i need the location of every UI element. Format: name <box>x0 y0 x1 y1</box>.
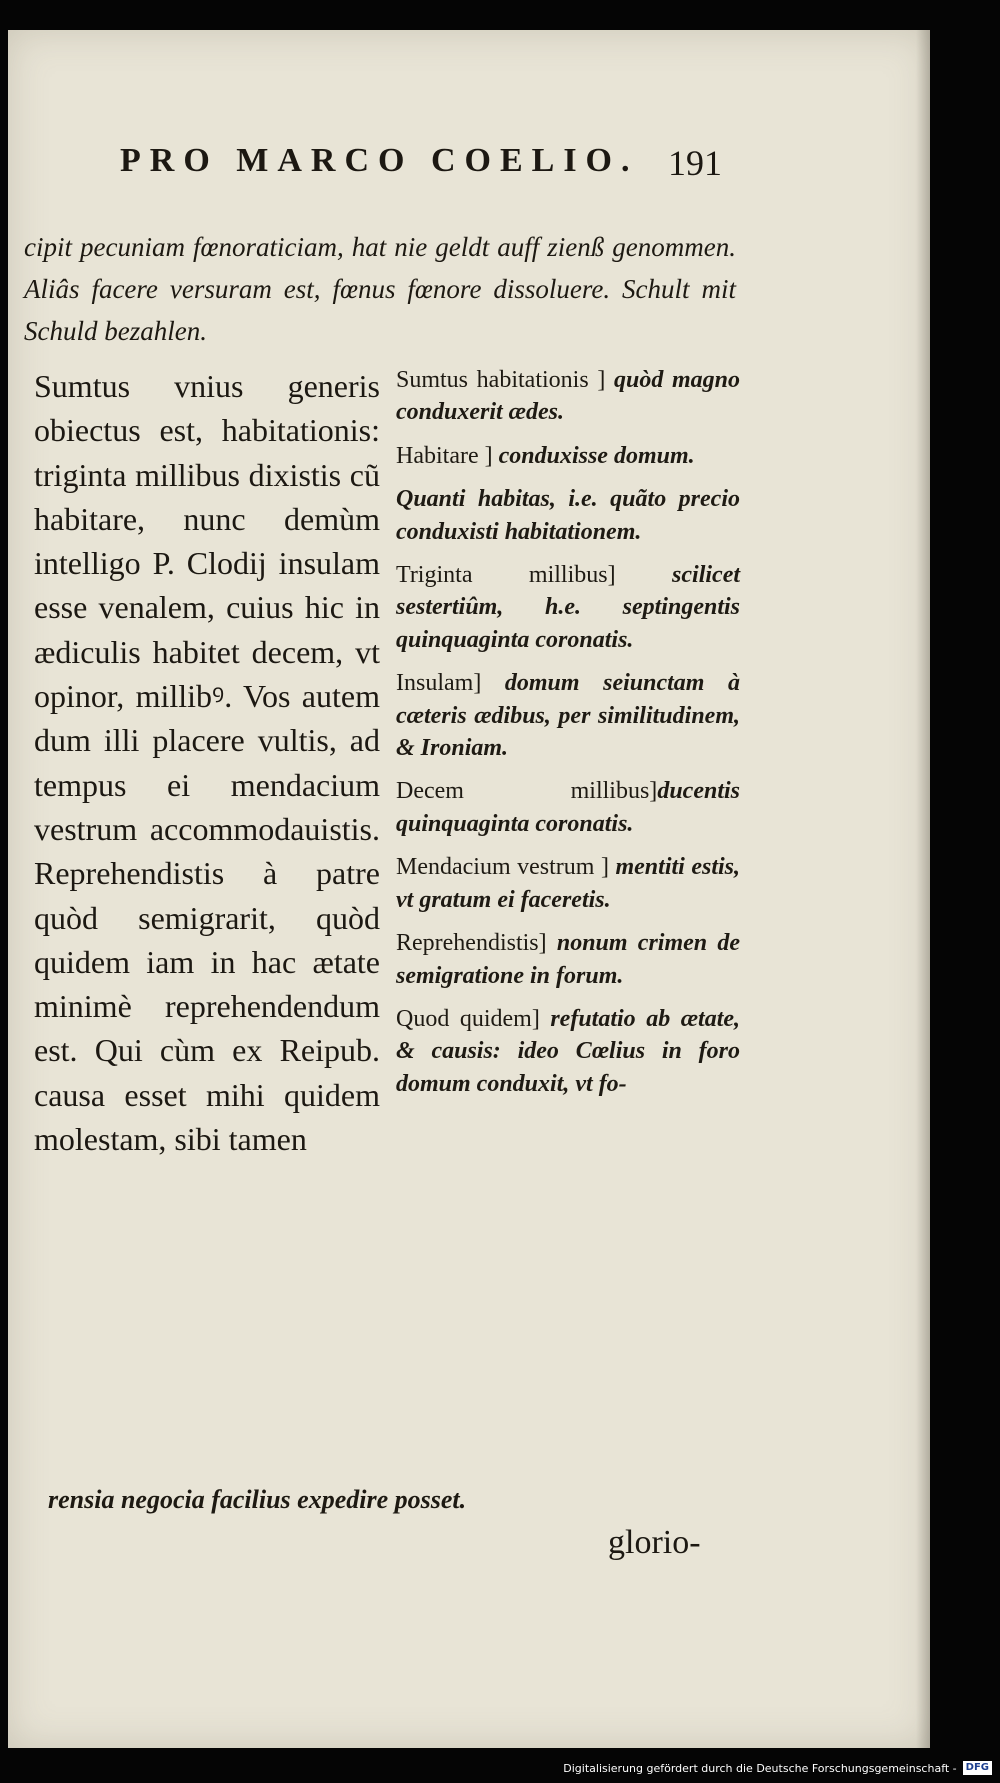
catchword: glorio- <box>608 1524 701 1561</box>
note-lemma: Habitare ] <box>396 442 493 469</box>
note-lemma: Insulam] <box>396 670 482 697</box>
note-lemma: Decem millibus] <box>396 778 658 805</box>
note-gloss: quòd magno conduxerit ædes. <box>396 367 740 426</box>
note-lemma: Sumtus habitationis ] <box>396 367 606 393</box>
note-gloss: refutatio ab ætate, & causis: ideo Cœlius in foro domum conduxit, vt fo- <box>396 1005 741 1097</box>
marginal-note <box>396 364 740 429</box>
marginal-note <box>396 1003 740 1100</box>
note-gloss: domum seiunctam à cæteris ædibus, per similitudinem, & Ironiam. <box>396 670 741 762</box>
running-title: PRO MARCO COELIO. <box>120 142 639 179</box>
note-gloss: scilicet sestertiûm, h.e. septingentis quinquaginta coronatis. <box>396 562 741 653</box>
note-gloss: ducentis quinquaginta coronatis. <box>396 778 740 837</box>
marginal-note <box>396 440 740 472</box>
marginal-note <box>396 667 740 764</box>
marginal-note <box>396 775 740 840</box>
book-page <box>8 30 930 1748</box>
note-lemma: Mendacium vestrum ] <box>396 854 609 881</box>
credit-text: Digitalisierung gefördert durch die Deutsche Forschungsgemeinschaft - <box>563 1761 957 1775</box>
note-gloss: conduxisse domum. <box>498 442 695 469</box>
marginal-note <box>396 483 740 548</box>
note-lemma: Reprehendistis] <box>396 930 547 957</box>
marginal-note <box>396 851 740 916</box>
main-text-column: Sumtus vnius generis obiectus est, habitationis: triginta millibus dixistis cũ habitare, nunc demùm intelligo P. Clodij insulam esse venalem, cuius hic in ædiculis habitet decem, vt opinor, millibꝰ. Vos autem dum illi placere vultis, ad tempus ei mendacium vestrum accommodauistis. Reprehendistis à patre quòd semigrarit, quòd quidem iam in hac ætate minimè reprehendendum est. Qui cùm ex Reipub. causa esset mihi quidem molestam, sibi tamen <box>34 368 380 1158</box>
note-lemma: Quod quidem] <box>396 1005 540 1032</box>
top-commentary: cipit pecuniam fœnoraticiam, hat nie geldt auff zienß genommen. Aliâs facere versuram est, fœnus fœnore dissoluere. Schult mit Schuld bezahlen. <box>24 232 736 346</box>
marginal-note <box>396 927 740 992</box>
bottom-commentary: rensia negocia facilius expedire posset. <box>48 1485 467 1514</box>
marginal-note <box>396 559 740 656</box>
dfg-logo: DFG <box>963 1761 992 1775</box>
note-gloss: nonum crimen de semigratione in forum. <box>396 930 740 989</box>
note-gloss: Quanti habitas, i.e. quãto precio conduxisti habitationem. <box>396 486 740 545</box>
digitization-credit <box>563 1757 992 1779</box>
marginal-notes-column <box>396 364 740 1111</box>
note-gloss: mentiti estis, vt gratum ei faceretis. <box>396 854 740 913</box>
note-lemma: Triginta millibus] <box>396 562 616 589</box>
page-header <box>8 142 930 202</box>
page-number: 191 <box>668 143 722 183</box>
